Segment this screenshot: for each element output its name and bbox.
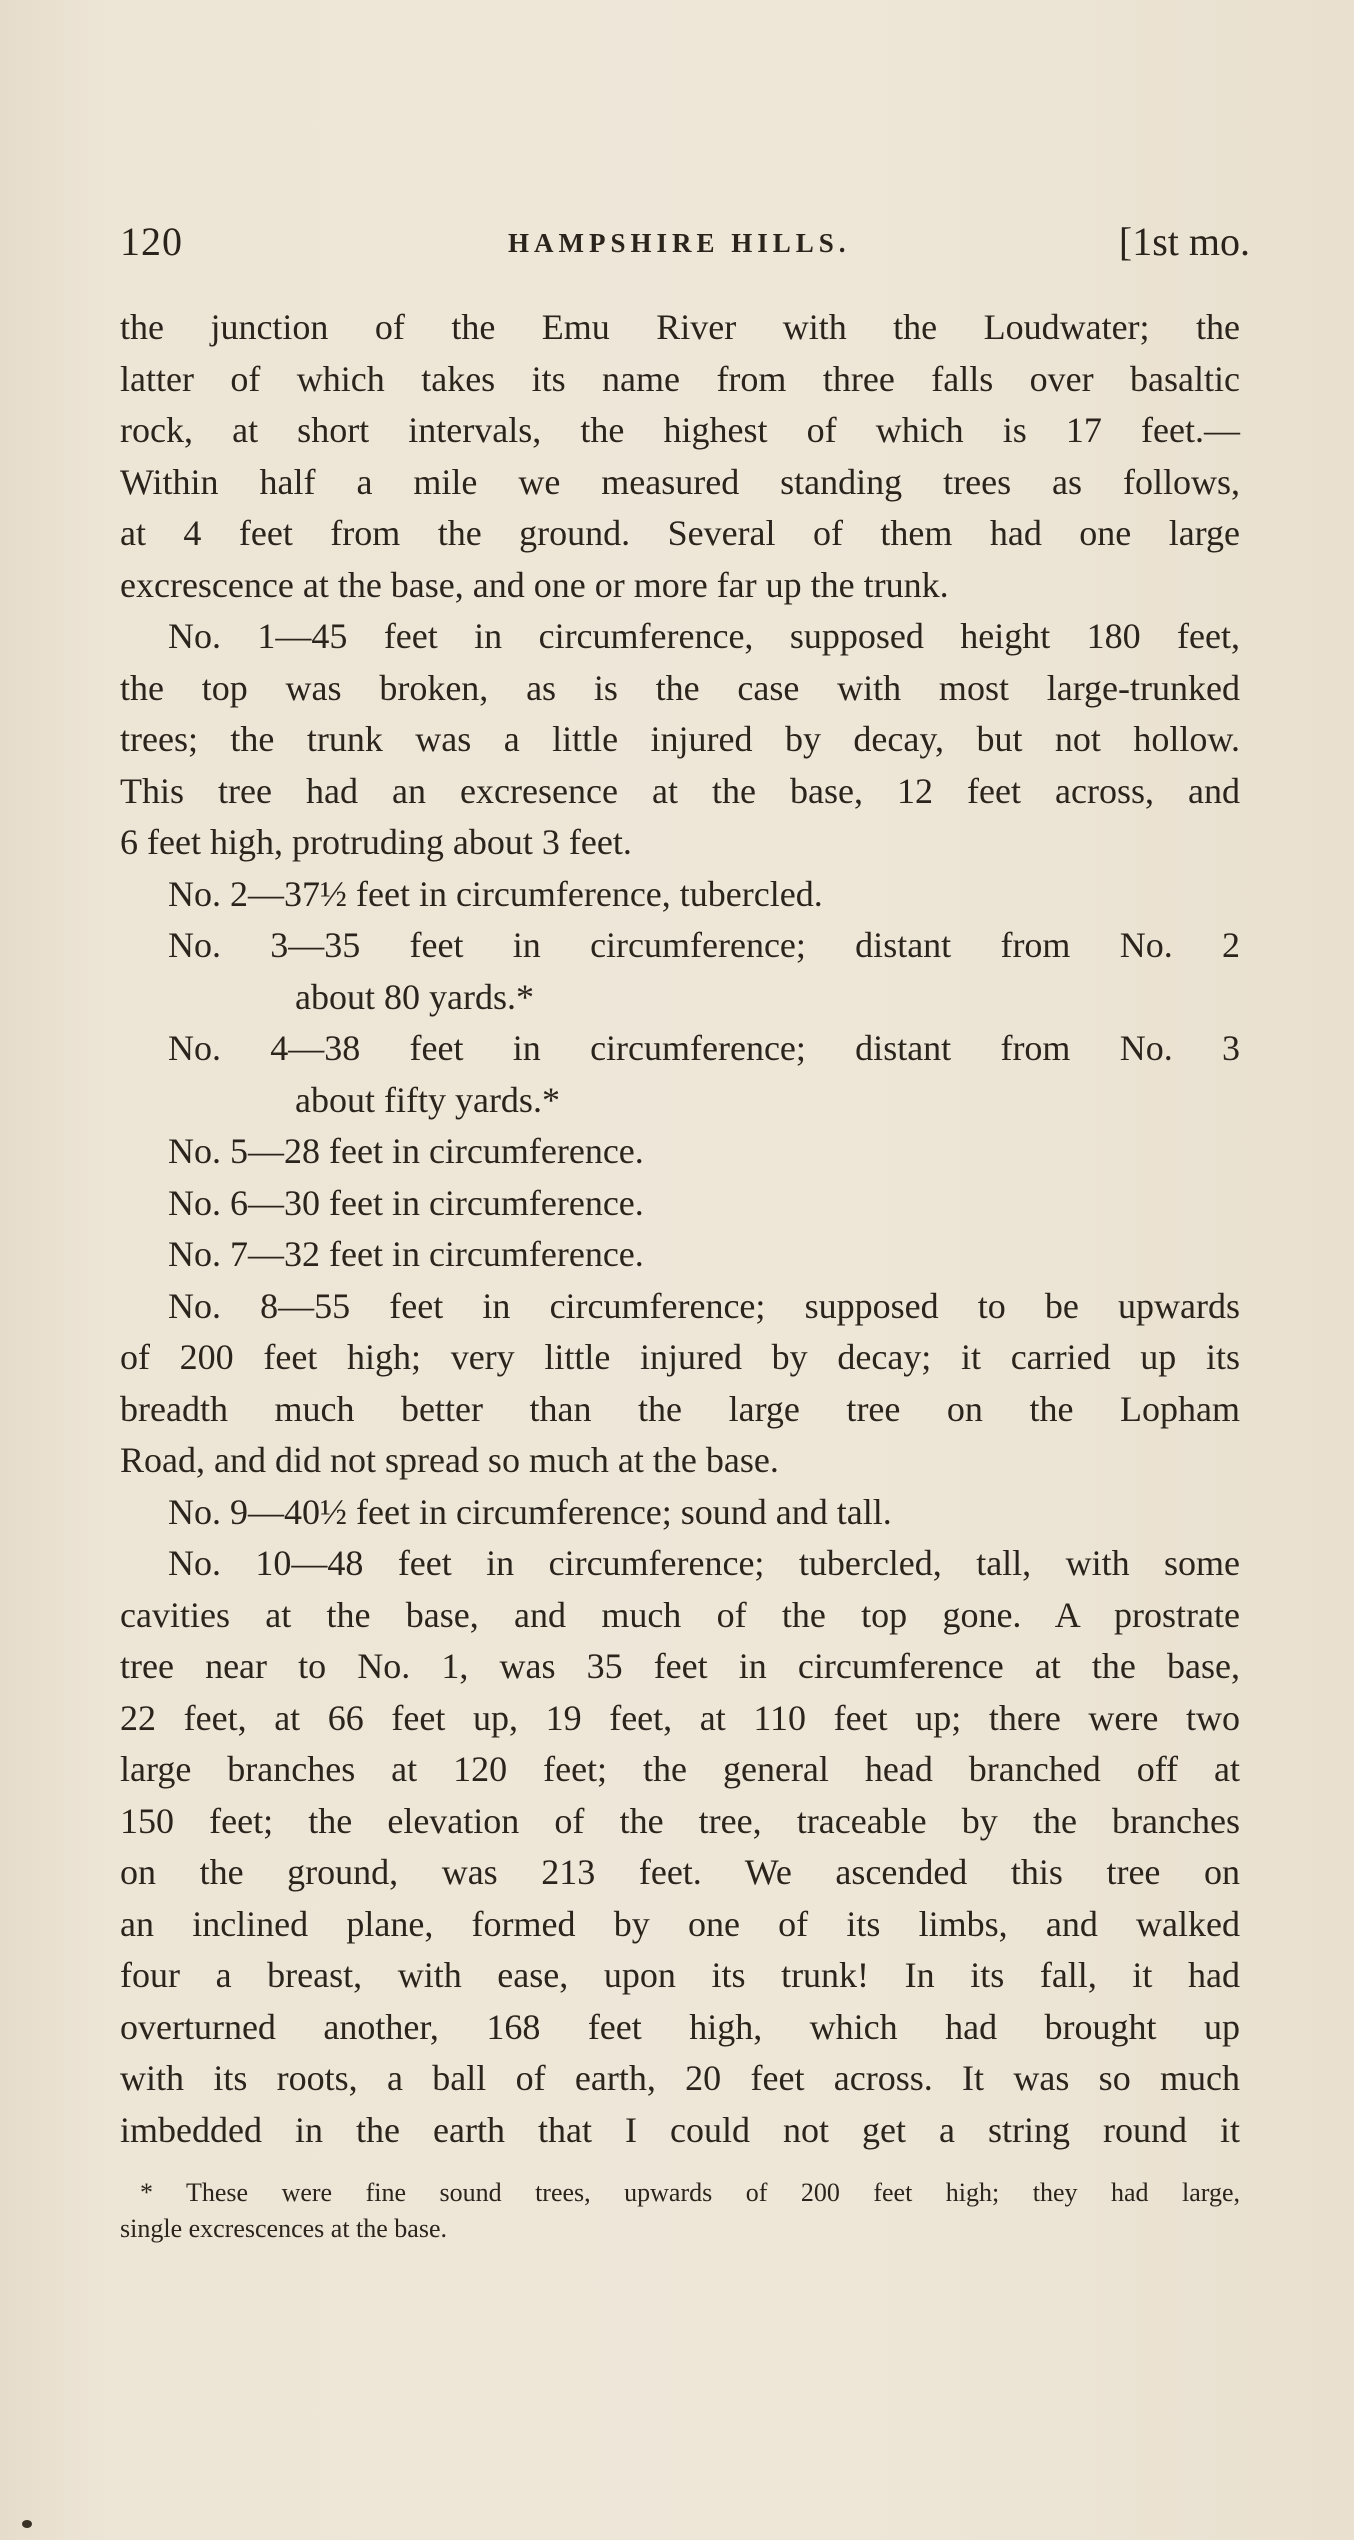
text-line: the junction of the Emu River with the Loudwater; the [120,307,1240,347]
page-header [120,218,1250,278]
text-line: about fifty yards.* [295,1079,560,1120]
text-line: No. 6—30 feet in circumference. [168,1182,644,1223]
text-line: No. 9—40½ feet in circumference; sound and tall. [168,1491,892,1532]
text-line: This tree had an excresence at the base, 12 feet across, and [120,770,1240,811]
footnote-line: * These were fine sound trees, upwards of 200 feet high; they had large, [140,2178,1240,2207]
text-line: overturned another, 168 feet high, which had brought up [120,2006,1240,2047]
text-line: No. 7—32 feet in circumference. [168,1234,644,1274]
text-line: excrescence at the base, and one or more far up the trunk. [120,564,949,605]
running-title: HAMPSHIRE HILLS. [508,228,851,258]
text-line: an inclined plane, formed by one of its limbs, and walked [120,1903,1240,1944]
text-line: four a breast, with ease, upon its trunk! In its fall, it had [120,1955,1240,1995]
text-line: cavities at the base, and much of the top gone. A prostrate [120,1594,1240,1635]
text-line: rock, at short intervals, the highest of which is 17 feet.— [120,410,1240,450]
text-line: 150 feet; the elevation of the tree, traceable by the branches [120,1800,1240,1841]
text-line: large branches at 120 feet; the general head branched off at [120,1749,1240,1789]
text-line: No. 4—38 feet in circumference; distant from No. 3 [168,1028,1240,1068]
text-line: the top was broken, as is the case with most large-trunked [120,667,1240,708]
ink-speck [22,2520,32,2528]
section-marker: [1st mo. [1118,219,1250,264]
text-line: Within half a mile we measured standing trees as follows, [120,461,1240,502]
text-line: at 4 feet from the ground. Several of them had one large [120,513,1240,553]
text-line: 6 feet high, protruding about 3 feet. [120,822,632,862]
text-line: latter of which takes its name from three falls over basaltic [120,358,1240,399]
footnote [120,2175,1240,2247]
body-text [120,302,1240,2156]
text-line: about 80 yards.* [295,976,534,1017]
text-line: of 200 feet high; very little injured by decay; it carried up its [120,1337,1240,1377]
footnote-line: single excrescences at the base. [120,2214,448,2243]
text-line: No. 3—35 feet in circumference; distant from No. 2 [168,925,1240,965]
text-line: imbedded in the earth that I could not get a string round it [120,2109,1240,2150]
page-number: 120 [120,219,183,264]
text-line: No. 8—55 feet in circumference; supposed to be upwards [168,1285,1240,1326]
text-line: breadth much better than the large tree on the Lopham [120,1388,1240,1429]
text-line: No. 5—28 feet in circumference. [168,1131,644,1171]
text-line: tree near to No. 1, was 35 feet in circumference at the base, [120,1646,1240,1686]
text-line: 22 feet, at 66 feet up, 19 feet, at 110 feet up; there were two [120,1697,1240,1738]
text-line: on the ground, was 213 feet. We ascended this tree on [120,1852,1240,1892]
text-line: trees; the trunk was a little injured by decay, but not hollow. [120,719,1240,759]
text-line: No. 2—37½ feet in circumference, tubercled. [168,873,823,914]
text-line: No. 1—45 feet in circumference, supposed height 180 feet, [168,616,1240,656]
text-line: with its roots, a ball of earth, 20 feet across. It was so much [120,2058,1240,2098]
text-line: Road, and did not spread so much at the base. [120,1440,779,1480]
text-line: No. 10—48 feet in circumference; tubercled, tall, with some [168,1543,1240,1583]
